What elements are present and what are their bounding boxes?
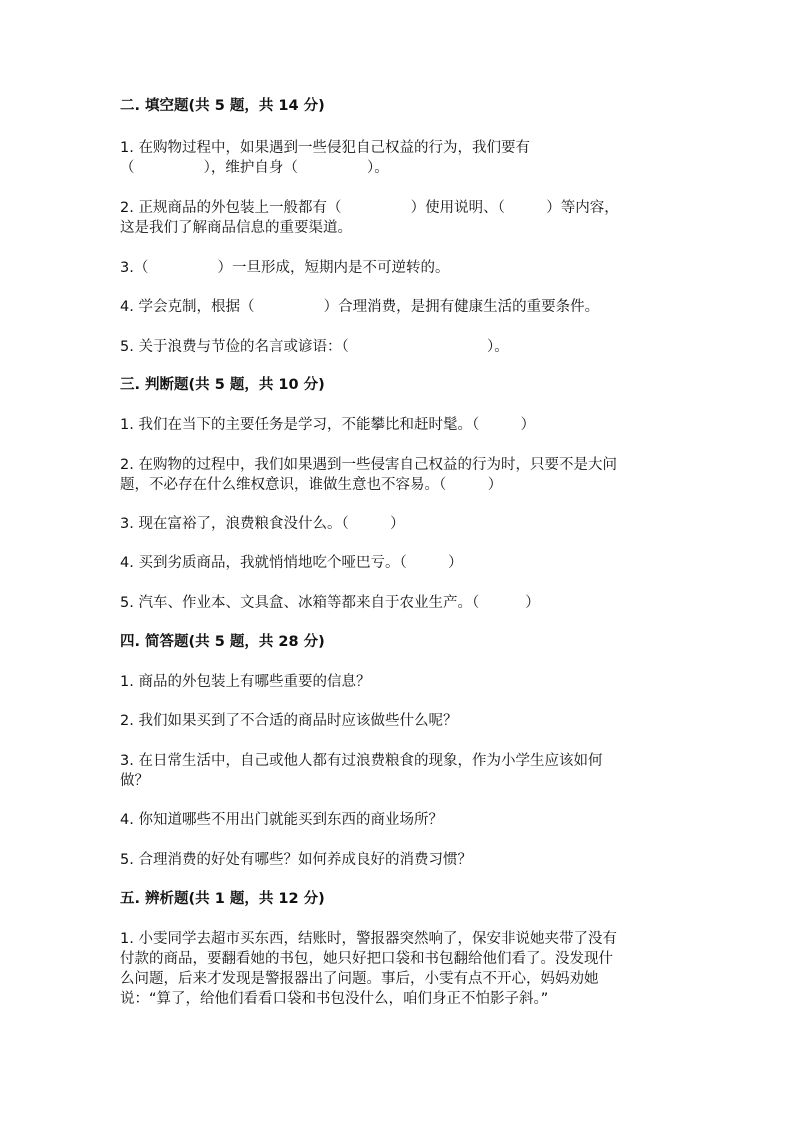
question-tf-2-line-2: 题，不必存在什么维权意识，谁做生意也不容易。（ ）	[120, 477, 503, 493]
question-short-3-line-1: 3. 在日常生活中，自己或他人都有过浪费粮食的现象，作为小学生应该如何	[120, 753, 603, 769]
question-tf-3: 3. 现在富裕了，浪费粮食没什么。（ ）	[120, 516, 405, 532]
question-tf-1: 1. 我们在当下的主要任务是学习，不能攀比和赶时髦。（ ）	[120, 417, 536, 433]
question-fill-3: 3.（ ）一旦形成，短期内是不可逆转的。	[120, 260, 450, 276]
question-short-3-line-2: 做？	[120, 773, 149, 789]
question-tf-4: 4. 买到劣质商品，我就悄悄地吃个哑巴亏。（ ）	[120, 555, 463, 571]
section-heading-short-answer: 四. 简答题(共 5 题，共 28 分)	[120, 634, 325, 650]
question-analysis-1-line-4: 说：“算了，给他们看看口袋和书包没什么，咱们身正不怕影子斜。”	[120, 991, 549, 1007]
question-short-2: 2. 我们如果买到了不合适的商品时应该做些什么呢？	[120, 713, 458, 729]
question-analysis-1-line-3: 么问题，后来才发现是警报器出了问题。事后，小雯有点不开心，妈妈劝她	[120, 971, 599, 987]
question-analysis-1-line-1: 1. 小雯同学去超市买东西，结账时，警报器突然响了，保安非说她夹带了没有	[120, 931, 617, 947]
question-analysis-1-line-2: 付款的商品，要翻看她的书包，她只好把口袋和书包翻给他们看了。没发现什	[120, 951, 613, 967]
question-tf-2-line-1: 2. 在购物的过程中，我们如果遇到一些侵害自己权益的行为时，只要不是大问	[120, 457, 617, 473]
question-fill-2-line-1: 2. 正规商品的外包装上一般都有（ ）使用说明、（ ）等内容，	[120, 200, 619, 216]
section-heading-true-false: 三. 判断题(共 5 题，共 10 分)	[120, 377, 325, 393]
question-tf-5: 5. 汽车、作业本、文具盒、冰箱等都来自于农业生产。（ ）	[120, 595, 540, 611]
question-short-4: 4. 你知道哪些不用出门就能买到东西的商业场所？	[120, 812, 443, 828]
question-fill-2-line-2: 这是我们了解商品信息的重要渠道。	[120, 220, 352, 236]
section-heading-fill-blank: 二. 填空题(共 5 题，共 14 分)	[120, 98, 325, 114]
question-fill-4: 4. 学会克制，根据（ ）合理消费，是拥有健康生活的重要条件。	[120, 299, 600, 315]
question-fill-1-line-2: （ ），维护自身（ ）。	[120, 160, 389, 176]
question-fill-1-line-1: 1. 在购物过程中，如果遇到一些侵犯自己权益的行为，我们要有	[120, 140, 530, 156]
question-fill-5: 5. 关于浪费与节俭的名言或谚语：（ ）。	[120, 339, 509, 355]
question-short-5: 5. 合理消费的好处有哪些？如何养成良好的消费习惯？	[120, 852, 472, 868]
question-short-1: 1. 商品的外包装上有哪些重要的信息？	[120, 674, 371, 690]
section-heading-analysis: 五. 辨析题(共 1 题，共 12 分)	[120, 891, 325, 907]
